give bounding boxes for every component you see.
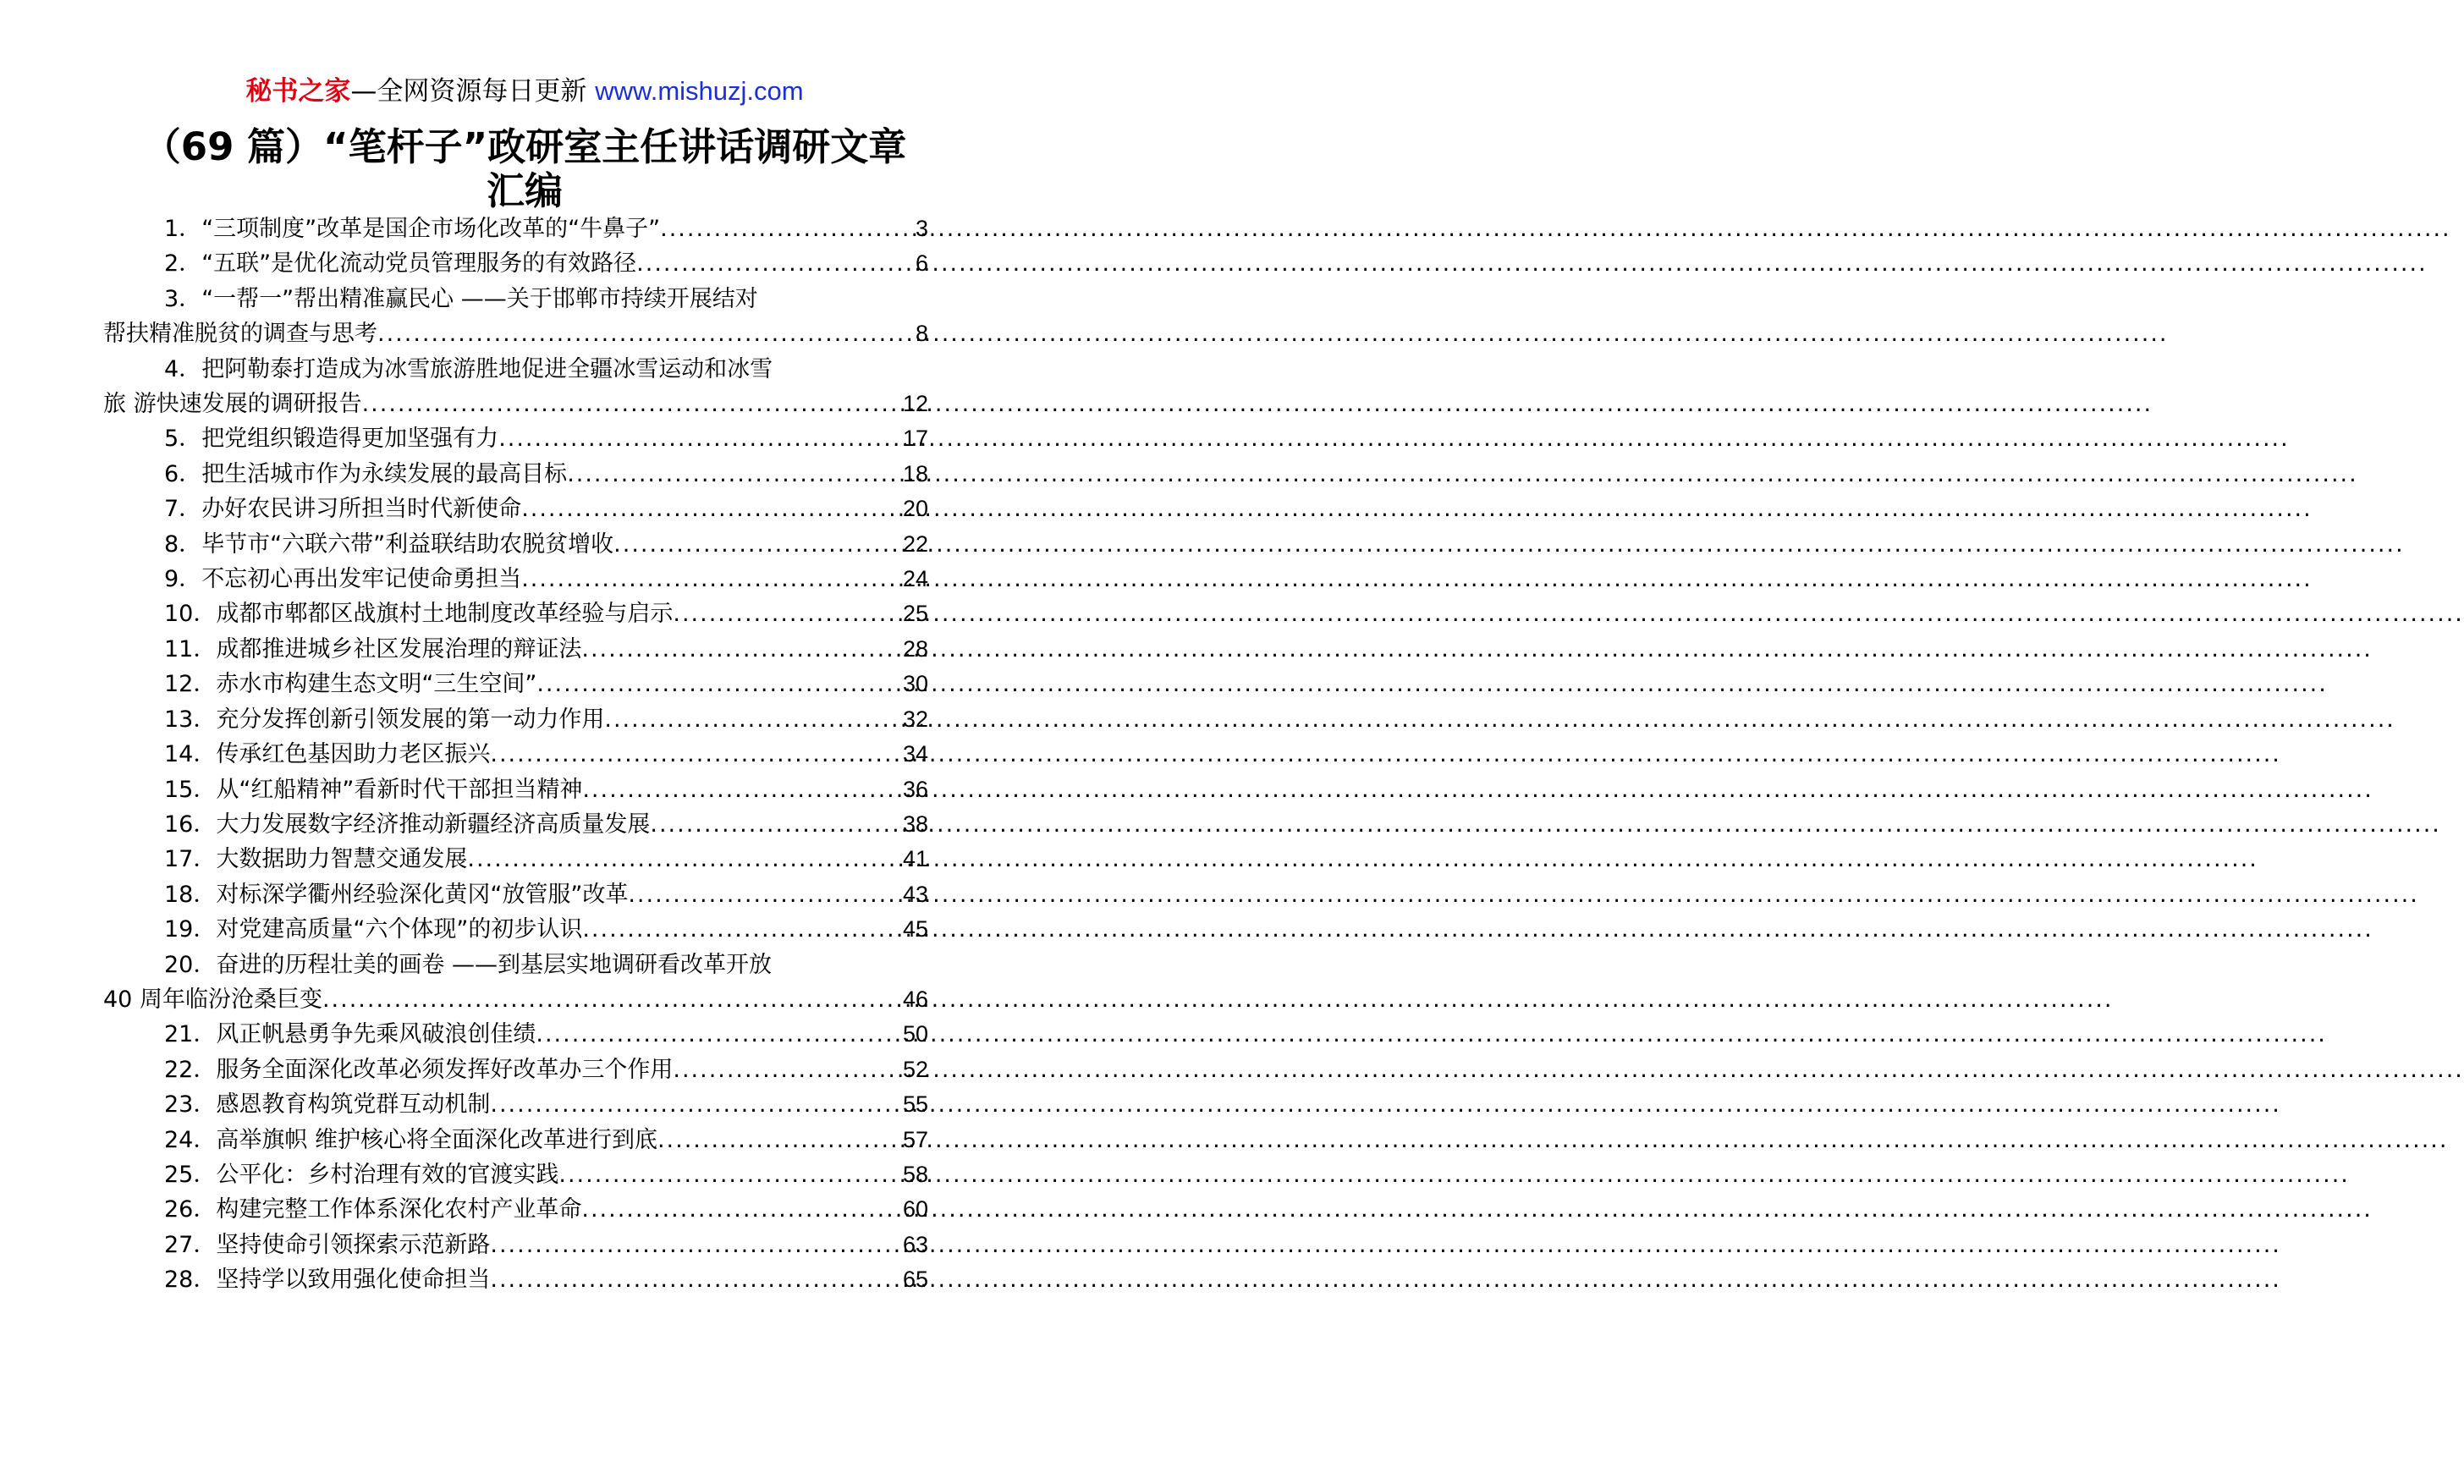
toc-entry-title: 风正帆悬勇争先乘风破浪创佳绩 [216, 1021, 536, 1048]
toc-entry-number: 1． [164, 216, 202, 242]
toc-entry-line [129, 1262, 928, 1297]
toc-entry-title: 把生活城市作为永续发展的最高目标 [201, 460, 568, 487]
toc-entry-first-line [129, 282, 928, 316]
toc-entry-title: 不忘初心再出发牢记使命勇担当 [201, 566, 522, 593]
toc-entry-title: 充分发挥创新引领发展的第一动力作用 [216, 706, 605, 733]
dot-leader [650, 807, 903, 842]
toc-page-number: 65 [902, 1267, 928, 1293]
dot-leader [673, 596, 903, 631]
toc-entry-number: 23． [164, 1091, 217, 1118]
toc-entry-line [129, 246, 928, 281]
toc-entry-number: 9． [164, 566, 202, 593]
toc-entry[interactable] [129, 212, 928, 246]
toc-entry-line [129, 877, 928, 912]
toc-entry-line [129, 632, 928, 667]
toc-page-number: 12 [902, 391, 928, 417]
dot-leader [322, 982, 903, 1017]
toc-page-number: 8 [915, 321, 928, 347]
dot-leader [467, 842, 903, 877]
toc-page-number: 43 [902, 881, 928, 907]
toc-entry-title: 公平化：乡村治理有效的官渡实践 [216, 1161, 559, 1188]
dot-leader [582, 772, 903, 807]
table-of-contents [103, 212, 928, 1298]
site-tagline: —全网资源每日更新 [350, 76, 596, 107]
toc-entry-number: 5． [164, 426, 202, 453]
toc-entry-title-continued: 40 周年临汾沧桑巨变 [103, 986, 322, 1013]
toc-page-number: 32 [902, 706, 928, 732]
toc-page-number: 55 [902, 1091, 928, 1118]
toc-entry[interactable] [103, 948, 928, 1018]
toc-entry-title: 从“红船精神”看新时代干部担当精神 [216, 776, 583, 803]
toc-entry-title: 坚持学以致用强化使命担当 [216, 1267, 491, 1294]
toc-entry-title: 成都推进城乡社区发展治理的辩证法 [216, 635, 582, 662]
toc-entry-title: 赤水市构建生态文明“三生空间” [216, 671, 537, 698]
toc-entry[interactable] [129, 1157, 928, 1192]
toc-page-number: 20 [902, 496, 928, 522]
document-title: （69 篇）“笔杆子”政研室主任讲话调研文章汇编 [142, 124, 907, 213]
toc-entry-title-continued: 旅 游快速发展的调研报告 [103, 391, 362, 418]
toc-entry-line [129, 772, 928, 807]
toc-entry-title: “一帮一”帮出精准赢民心 ——关于邯郸市持续开展结对 [201, 285, 758, 312]
toc-page-number: 41 [902, 846, 928, 872]
dot-leader [490, 1228, 903, 1262]
toc-entry-number: 12． [164, 671, 217, 698]
toc-entry-line [129, 212, 928, 246]
toc-entry-number: 20． [164, 951, 217, 978]
document-page [0, 0, 1049, 1484]
toc-entry-first-line [129, 352, 928, 387]
toc-entry-line [129, 457, 928, 492]
toc-entry[interactable] [103, 352, 928, 422]
toc-entry-number: 25． [164, 1161, 217, 1188]
toc-page-number: 28 [902, 635, 928, 662]
toc-entry-line [129, 1192, 928, 1227]
dot-leader [628, 877, 903, 912]
dot-leader [582, 912, 903, 947]
toc-entry[interactable] [129, 912, 928, 947]
toc-entry-line [129, 1017, 928, 1052]
dot-leader [536, 667, 903, 701]
dot-leader [604, 702, 903, 737]
toc-entry-line [129, 1228, 928, 1262]
dot-leader [536, 1017, 903, 1052]
dot-leader [581, 632, 903, 667]
dot-leader [657, 1123, 903, 1157]
toc-entry-title: 毕节市“六联六带”利益联结助农脱贫增收 [201, 530, 614, 558]
dot-leader [498, 421, 903, 456]
toc-entry-title: 高举旗帜 维护核心将全面深化改革进行到底 [216, 1126, 657, 1153]
toc-entry-line [129, 842, 928, 877]
toc-entry-number: 6． [164, 460, 202, 487]
toc-page-number: 24 [902, 566, 928, 592]
toc-entry-title-continued: 帮扶精准脱贫的调查与思考 [103, 321, 377, 348]
toc-entry-number: 10． [164, 601, 217, 628]
toc-entry[interactable] [129, 246, 928, 281]
toc-entry-number: 11． [164, 635, 217, 662]
toc-page-number: 45 [902, 916, 928, 943]
site-name: 秘书之家 [245, 76, 351, 107]
toc-entry-number: 14． [164, 741, 217, 768]
toc-entry[interactable] [129, 562, 928, 596]
toc-entry-number: 13． [164, 706, 217, 733]
toc-page-number: 25 [902, 601, 928, 627]
toc-entry[interactable] [129, 457, 928, 492]
toc-entry-number: 4． [164, 355, 202, 382]
toc-entry-number: 2． [164, 250, 202, 278]
toc-entry-title: “三项制度”改革是国企市场化改革的“牛鼻子” [201, 216, 661, 242]
toc-entry-number: 24． [164, 1126, 217, 1153]
toc-entry-line [129, 1053, 928, 1087]
toc-entry-line [129, 912, 928, 947]
toc-page-number: 22 [902, 530, 928, 557]
toc-page-number: 38 [902, 811, 928, 837]
toc-entry[interactable] [129, 807, 928, 842]
dot-leader [362, 387, 903, 421]
toc-entry-line [129, 1157, 928, 1192]
toc-entry[interactable] [129, 877, 928, 912]
dot-leader [490, 737, 903, 772]
toc-entry-number: 18． [164, 881, 217, 908]
toc-entry-line [129, 667, 928, 701]
dot-leader [660, 212, 916, 246]
toc-entry[interactable] [129, 1192, 928, 1227]
toc-entry-continuation-line [103, 316, 928, 351]
toc-entry-number: 28． [164, 1267, 217, 1294]
toc-entry-number: 15． [164, 776, 217, 803]
toc-page-number: 30 [902, 671, 928, 697]
toc-entry-line [129, 1123, 928, 1157]
toc-page-number: 57 [902, 1126, 928, 1152]
toc-entry-line [129, 492, 928, 526]
toc-entry[interactable] [129, 702, 928, 737]
dot-leader [636, 246, 916, 281]
toc-entry-number: 27． [164, 1231, 217, 1258]
toc-page-number: 63 [902, 1231, 928, 1257]
dot-leader [490, 1087, 903, 1122]
toc-entry[interactable] [129, 667, 928, 701]
toc-entry-title: “五联”是优化流动党员管理服务的有效路径 [201, 250, 637, 278]
toc-entry-number: 19． [164, 916, 217, 943]
site-header [0, 74, 1049, 108]
toc-entry[interactable] [129, 1053, 928, 1087]
toc-entry[interactable] [129, 596, 928, 631]
toc-entry-title: 奋进的历程壮美的画卷 ——到基层实地调研看改革开放 [216, 951, 772, 978]
toc-entry-line [129, 421, 928, 456]
toc-entry[interactable] [129, 1123, 928, 1157]
toc-entry-title: 对党建高质量“六个体现”的初步认识 [216, 916, 583, 943]
toc-entry[interactable] [129, 527, 928, 562]
toc-entry-title: 构建完整工作体系深化农村产业革命 [216, 1196, 582, 1223]
dot-leader [377, 316, 916, 351]
toc-entry-line [129, 737, 928, 772]
toc-entry[interactable] [129, 1262, 928, 1297]
dot-leader [581, 1192, 903, 1227]
dot-leader [673, 1053, 903, 1087]
toc-entry-number: 22． [164, 1056, 217, 1083]
toc-entry-title: 把阿勒泰打造成为冰雪旅游胜地促进全疆冰雪运动和冰雪 [201, 355, 773, 382]
toc-entry[interactable] [129, 632, 928, 667]
toc-entry-number: 8． [164, 530, 202, 558]
toc-entry-line [129, 596, 928, 631]
site-url-link[interactable]: www.mishuzj.com [595, 76, 804, 106]
toc-entry[interactable] [129, 737, 928, 772]
toc-page-number: 6 [915, 250, 928, 277]
toc-entry-continuation-line [103, 982, 928, 1017]
toc-entry-line [129, 807, 928, 842]
toc-entry[interactable] [129, 842, 928, 877]
toc-entry-line [129, 1087, 928, 1122]
toc-entry-line [129, 562, 928, 596]
toc-entry-line [129, 702, 928, 737]
toc-entry-title: 大数据助力智慧交通发展 [216, 846, 468, 873]
toc-entry-title: 传承红色基因助力老区振兴 [216, 741, 491, 768]
toc-page-number: 34 [902, 741, 928, 767]
toc-page-number: 3 [915, 216, 928, 241]
toc-entry[interactable] [129, 1017, 928, 1052]
toc-page-number: 60 [902, 1196, 928, 1223]
toc-entry-number: 21． [164, 1021, 217, 1048]
toc-page-number: 18 [902, 460, 928, 486]
toc-entry-number: 16． [164, 811, 217, 838]
toc-entry-title: 服务全面深化改革必须发挥好改革办三个作用 [216, 1056, 674, 1083]
toc-page-number: 17 [902, 426, 928, 452]
toc-entry[interactable] [129, 1228, 928, 1262]
toc-entry[interactable] [129, 1087, 928, 1122]
toc-entry-first-line [129, 948, 928, 982]
toc-page-number: 52 [902, 1056, 928, 1082]
toc-entry-number: 26． [164, 1196, 217, 1223]
dot-leader [490, 1262, 903, 1297]
toc-entry[interactable] [103, 282, 928, 352]
toc-entry-line [129, 527, 928, 562]
toc-entry[interactable] [129, 772, 928, 807]
toc-entry-title: 办好农民讲习所担当时代新使命 [201, 496, 522, 523]
toc-entry[interactable] [129, 421, 928, 456]
toc-page-number: 46 [902, 986, 928, 1012]
toc-entry-title: 大力发展数字经济推动新疆经济高质量发展 [216, 811, 651, 838]
toc-entry-continuation-line [103, 387, 928, 421]
toc-entry[interactable] [129, 492, 928, 526]
dot-leader [567, 457, 903, 492]
toc-entry-title: 感恩教育构筑党群互动机制 [216, 1091, 491, 1118]
toc-entry-number: 3． [164, 285, 202, 312]
toc-entry-title: 对标深学衢州经验深化黄冈“放管服”改革 [216, 881, 629, 908]
dot-leader [521, 562, 903, 596]
toc-page-number: 58 [902, 1161, 928, 1187]
toc-entry-title: 成都市郫都区战旗村土地制度改革经验与启示 [216, 601, 674, 628]
toc-entry-title: 把党组织锻造得更加坚强有力 [201, 426, 499, 453]
toc-entry-title: 坚持使命引领探索示范新路 [216, 1231, 491, 1258]
dot-leader [613, 527, 903, 562]
toc-page-number: 36 [902, 776, 928, 802]
toc-entry-number: 7． [164, 496, 202, 523]
toc-entry-number: 17． [164, 846, 217, 873]
dot-leader [521, 492, 903, 526]
dot-leader [558, 1157, 903, 1192]
toc-page-number: 50 [902, 1021, 928, 1047]
